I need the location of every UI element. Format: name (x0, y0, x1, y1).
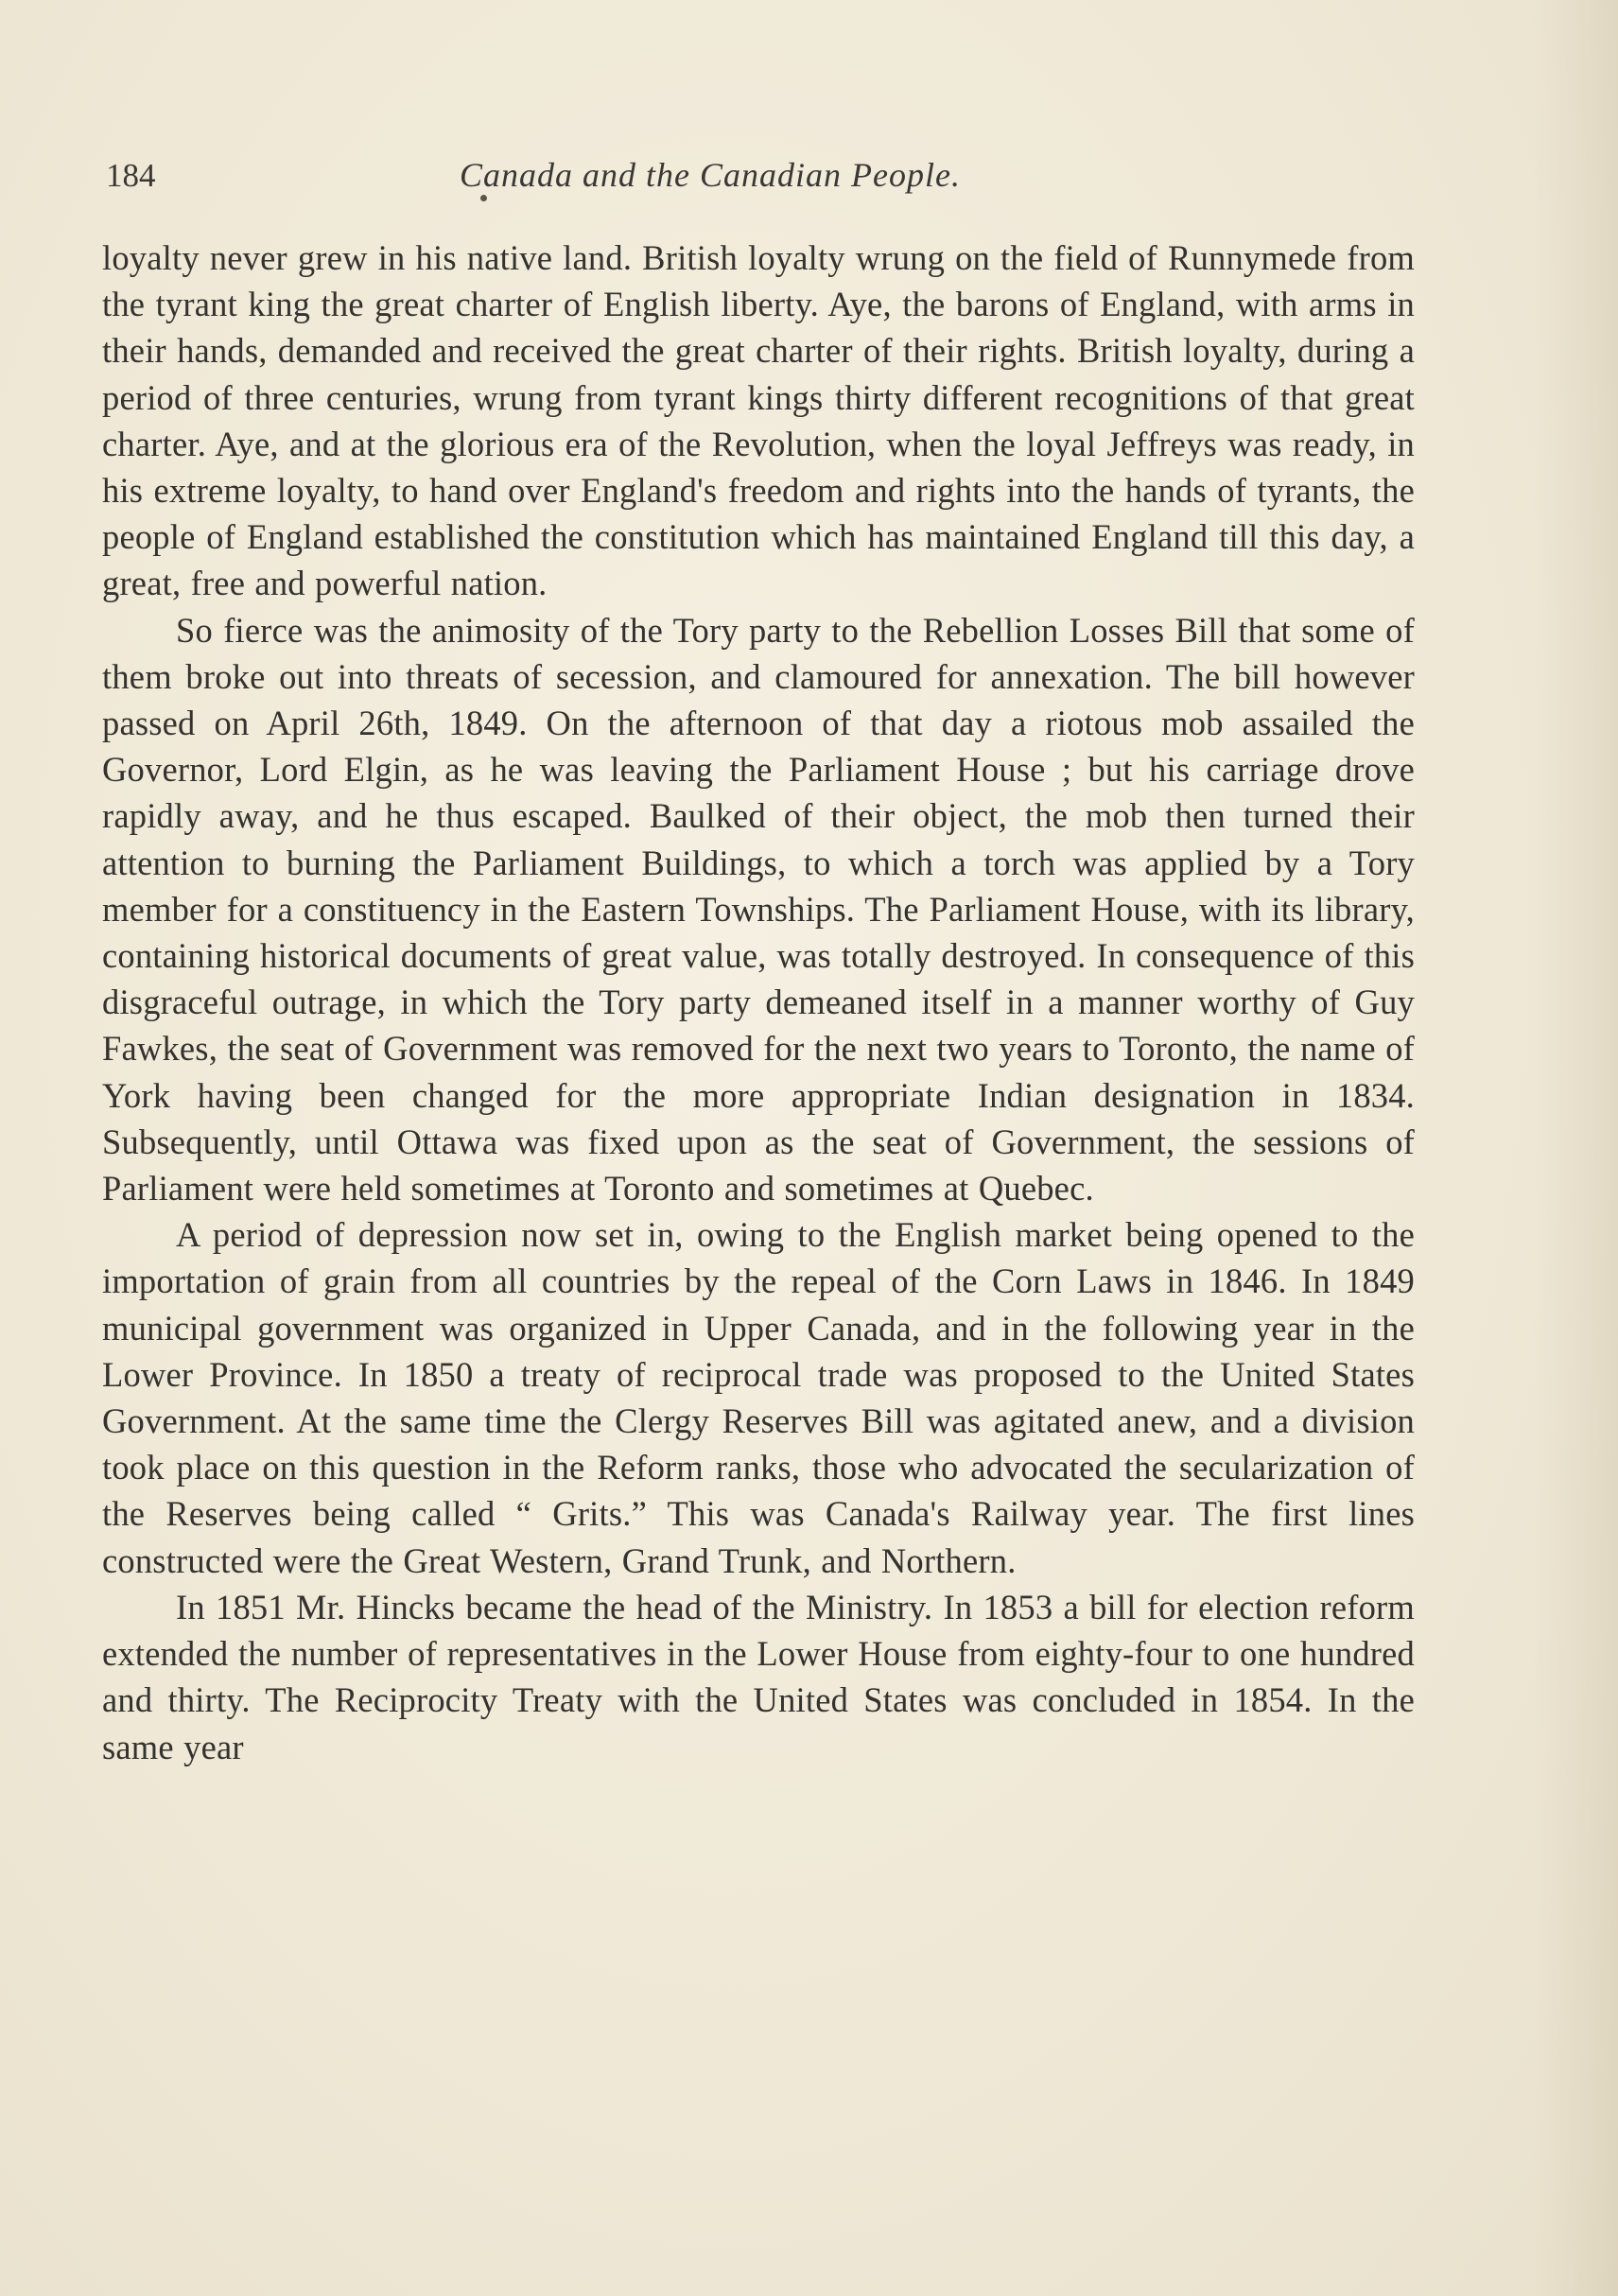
paragraph: loyalty never grew in his native land. British loyalty wrung on the field of Runnymede from the tyrant king the great charter of English liberty. Aye, the barons of England, with arms in their hands, demanded and received the great charter of their rights. British loyalty, during a period of three centuries, wrung from tyrant kings thirty different recognitions of that great charter. Aye, and at the glorious era of the Revolution, when the loyal Jeffreys was ready, in his extreme loyalty, to hand over England's freedom and rights into the hands of tyrants, the people of England established the constitution which has maintained England till this day, a great, free and powerful nation. (102, 238, 1415, 603)
page-number: 184 (106, 157, 156, 194)
paragraph: In 1851 Mr. Hincks became the head of the Ministry. In 1853 a bill for election reform extended the number of representatives in the Lower House from eighty-four to one hundred and thirty. The Reciprocity Treaty with the United States was concluded in 1854. In the same year (102, 1587, 1415, 1766)
page-edge-shadow (1533, 0, 1618, 2296)
paragraph: So fierce was the animosity of the Tory party to the Rebellion Losses Bill that some of them broke out into threats of secession, and clamoured for annexation. The bill however passed on April 26th, 1849. On the afternoon of that day a riotous mob assailed the Governor, Lord Elgin, as he was leaving the Parliament House ; but his carriage drove rapidly away, and he thus escaped. Baulked of their object, the mob then turned their attention to burning the Parliament Buildings, to which a torch was applied by a Tory member for a constituency in the Eastern Townships. The Parliament House, with its library, containing historical documents of great value, was totally destroyed. In consequence of this disgraceful outrage, in which the Tory party demeaned itself in a manner worthy of Guy Fawkes, the seat of Government was removed for the next two years to Toronto, the name of York having been changed for the more appropriate Indian designation in 1834. Subsequently, until Ottawa was fixed upon as the seat of Government, the sessions of Parliament were held sometimes at Toronto and sometimes at Quebec. (102, 610, 1415, 1209)
running-title: Canada and the Canadian People. (460, 156, 961, 194)
paragraph: A period of depression now set in, owing to the English market being opened to the importation of grain from all countries by the repeal of the Corn Laws in 1846. In 1849 municipal government was organized in Upper Canada, and in the following year in the Lower Province. In 1850 a treaty of reciprocal trade was proposed to the United States Government. At the same time the Clergy Reserves Bill was agitated anew, and a division took place on this question in the Reform ranks, those who advocated the secularization of the Reserves being called “ Grits.” This was Canada's Railway year. The first lines constructed were the Great Western, Grand Trunk, and Northern. (102, 1215, 1415, 1580)
page-header (106, 151, 1411, 208)
body-text (102, 235, 1415, 1770)
ink-speck (480, 195, 487, 201)
